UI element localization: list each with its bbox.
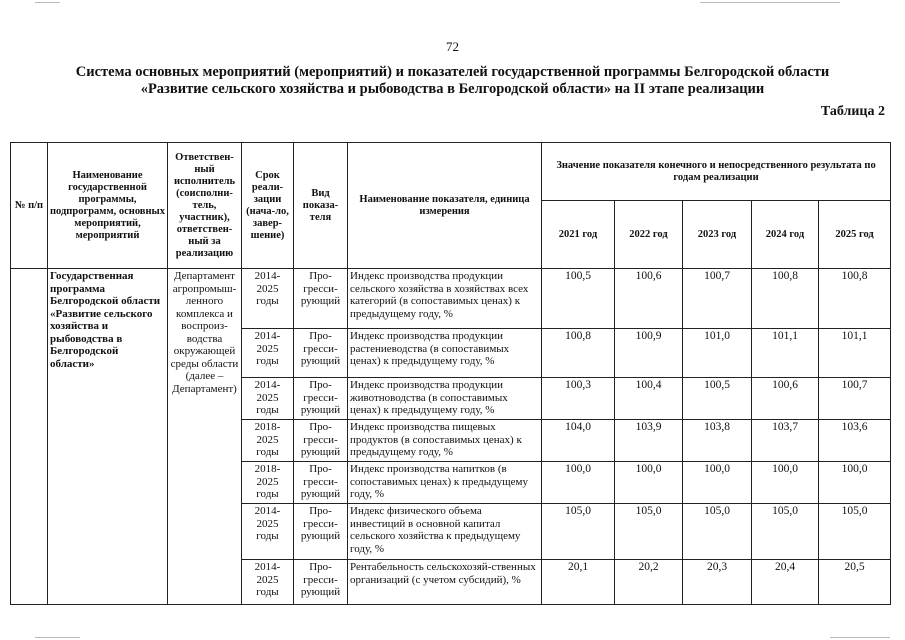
- header-indicator: Наименование показателя, единица измерения: [348, 143, 542, 269]
- indicator-cell: Индекс производства напитков (в сопоставимых ценах) к предыдущему году, %: [348, 462, 542, 504]
- value-cell: 100,4: [615, 378, 683, 420]
- value-cell: 100,0: [819, 462, 891, 504]
- value-cell: 100,8: [752, 269, 819, 329]
- period-cell: 2014-2025 годы: [242, 269, 294, 329]
- value-cell: 103,7: [752, 420, 819, 462]
- type-cell: Про-гресси-рующий: [294, 420, 348, 462]
- title-line-2: «Развитие сельского хозяйства и рыбоводства в Белгородской области» на II этапе реализации: [140, 81, 765, 97]
- indicator-cell: Рентабельность сельскохозяй-ственных организаций (с учетом субсидий), %: [348, 560, 542, 605]
- value-cell: 20,3: [683, 560, 752, 605]
- header-type: Вид показа-теля: [294, 143, 348, 269]
- value-cell: 100,6: [752, 378, 819, 420]
- value-cell: 100,3: [542, 378, 615, 420]
- title-line-1: Система основных мероприятий (мероприятий) и показателей государственной программы Белгородской области: [75, 64, 830, 80]
- indicator-cell: Индекс производства продукции сельского хозяйства в хозяйствах всех категорий (в сопоставимых ценах) к предыдущему году, %: [348, 269, 542, 329]
- header-year-2023: 2023 год: [683, 201, 752, 269]
- value-cell: 20,5: [819, 560, 891, 605]
- value-cell: 100,7: [683, 269, 752, 329]
- header-row-1: [11, 143, 891, 201]
- value-cell: 103,8: [683, 420, 752, 462]
- value-cell: 100,8: [542, 329, 615, 378]
- indicator-cell: Индекс физического объема инвестиций в основной капитал сельского хозяйства к предыдущему году, %: [348, 504, 542, 560]
- type-cell: Про-гресси-рующий: [294, 462, 348, 504]
- type-cell: Про-гресси-рующий: [294, 269, 348, 329]
- top-scan-mark: [35, 2, 60, 3]
- value-cell: 100,0: [542, 462, 615, 504]
- indicators-table: [10, 142, 891, 605]
- period-cell: 2014-2025 годы: [242, 560, 294, 605]
- period-cell: 2018-2025 годы: [242, 462, 294, 504]
- indicator-cell: Индекс производства продукции растениеводства (в сопоставимых ценах) к предыдущему году, %: [348, 329, 542, 378]
- bottom-scan-mark: [830, 637, 890, 638]
- program-responsible-cell: Департамент агропромыш-ленного комплекса и воспроиз-водства окружающей среды области (далее – Департамент): [168, 269, 242, 605]
- value-cell: 101,1: [819, 329, 891, 378]
- value-cell: 101,0: [683, 329, 752, 378]
- type-cell: Про-гресси-рующий: [294, 378, 348, 420]
- header-responsible: Ответствен-ный исполнитель (соисполни-тель, участник), ответствен-ный за реализацию: [168, 143, 242, 269]
- program-name-cell: Государственная программа Белгородской области «Развитие сельского хозяйства и рыбоводства в Белгородской области»: [48, 269, 168, 605]
- top-scan-mark: [700, 2, 840, 3]
- period-cell: 2014-2025 годы: [242, 378, 294, 420]
- table-row: [11, 269, 891, 329]
- bottom-scan-mark: [35, 637, 80, 638]
- header-values-group: Значение показателя конечного и непосредственного результата по годам реализации: [542, 143, 891, 201]
- value-cell: 105,0: [542, 504, 615, 560]
- value-cell: 20,2: [615, 560, 683, 605]
- type-cell: Про-гресси-рующий: [294, 560, 348, 605]
- header-year-2021: 2021 год: [542, 201, 615, 269]
- indicator-cell: Индекс производства пищевых продуктов (в сопоставимых ценах) к предыдущему году, %: [348, 420, 542, 462]
- value-cell: 20,1: [542, 560, 615, 605]
- header-year-2024: 2024 год: [752, 201, 819, 269]
- type-cell: Про-гресси-рующий: [294, 329, 348, 378]
- header-period: Срок реали-зации (нача-ло, завер-шение): [242, 143, 294, 269]
- header-year-2022: 2022 год: [615, 201, 683, 269]
- value-cell: 100,8: [819, 269, 891, 329]
- value-cell: 100,5: [542, 269, 615, 329]
- indicator-cell: Индекс производства продукции животноводства (в сопоставимых ценах) к предыдущему году, %: [348, 378, 542, 420]
- value-cell: 100,0: [683, 462, 752, 504]
- header-year-2025: 2025 год: [819, 201, 891, 269]
- value-cell: 100,5: [683, 378, 752, 420]
- value-cell: 105,0: [752, 504, 819, 560]
- value-cell: 105,0: [683, 504, 752, 560]
- value-cell: 105,0: [819, 504, 891, 560]
- header-name: Наименование государственной программы, подпрограмм, основных мероприятий, мероприятий: [48, 143, 168, 269]
- value-cell: 100,6: [615, 269, 683, 329]
- value-cell: 20,4: [752, 560, 819, 605]
- value-cell: 100,7: [819, 378, 891, 420]
- header-num: № п/п: [11, 143, 48, 269]
- table-label: Таблица 2: [820, 104, 885, 119]
- value-cell: 101,1: [752, 329, 819, 378]
- document-title: [20, 64, 885, 98]
- value-cell: 105,0: [615, 504, 683, 560]
- value-cell: 100,0: [752, 462, 819, 504]
- page-number: 72: [446, 39, 459, 54]
- value-cell: 103,9: [615, 420, 683, 462]
- period-cell: 2014-2025 годы: [242, 329, 294, 378]
- period-cell: 2014-2025 годы: [242, 504, 294, 560]
- period-cell: 2018-2025 годы: [242, 420, 294, 462]
- value-cell: 103,6: [819, 420, 891, 462]
- value-cell: 100,0: [615, 462, 683, 504]
- value-cell: 104,0: [542, 420, 615, 462]
- value-cell: 100,9: [615, 329, 683, 378]
- type-cell: Про-гресси-рующий: [294, 504, 348, 560]
- program-num-cell: [11, 269, 48, 605]
